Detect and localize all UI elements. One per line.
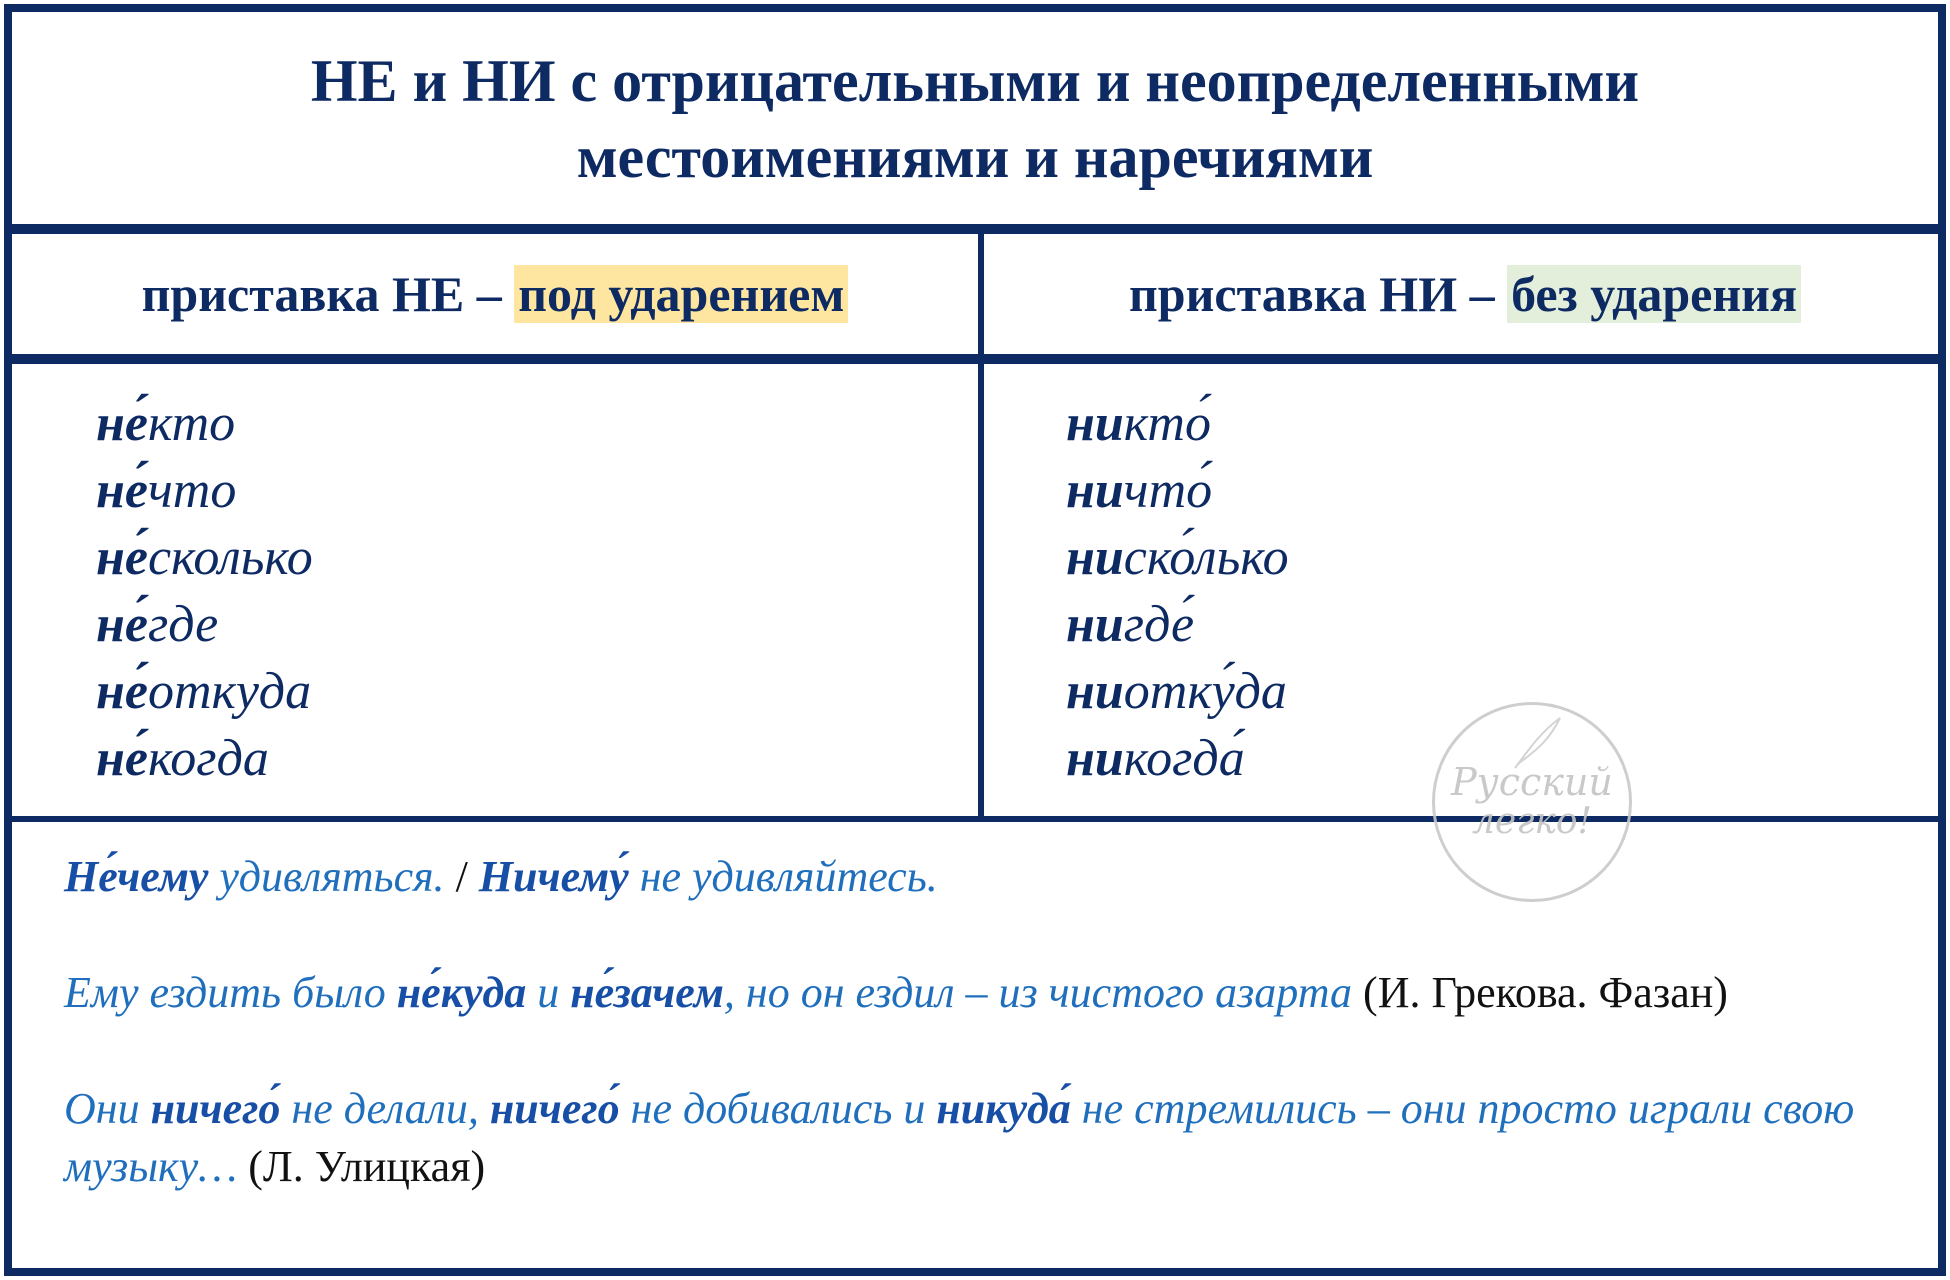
example-2 bbox=[64, 964, 1904, 1022]
example-1 bbox=[64, 848, 1904, 906]
word-rest: когда́ bbox=[1123, 730, 1245, 787]
word-prefix: ни bbox=[1066, 529, 1124, 586]
list-item bbox=[1066, 725, 1289, 792]
list-item bbox=[1066, 524, 1289, 591]
example-text: и bbox=[526, 968, 571, 1017]
example-text: не удивляйтесь. bbox=[628, 852, 938, 901]
table-frame bbox=[4, 4, 1946, 1276]
example-source: (И. Грекова. Фазан) bbox=[1352, 968, 1728, 1017]
word-list-ne bbox=[96, 390, 313, 792]
example-text: Ему ездить было bbox=[64, 968, 397, 1017]
example-bold: никуда́ bbox=[936, 1084, 1071, 1133]
word-rest: когда bbox=[147, 730, 269, 787]
word-rest: кто bbox=[147, 395, 236, 452]
header-ne bbox=[12, 234, 978, 354]
word-prefix: не́ bbox=[96, 663, 148, 720]
list-item bbox=[96, 658, 313, 725]
word-prefix: не́ bbox=[96, 395, 148, 452]
list-item bbox=[96, 725, 313, 792]
example-bold: Ничему́ bbox=[478, 852, 629, 901]
example-3 bbox=[64, 1080, 1904, 1196]
word-rest: откуда bbox=[147, 663, 312, 720]
word-prefix: ни bbox=[1066, 395, 1124, 452]
watermark-line-2: легко! bbox=[1471, 801, 1593, 842]
example-text: , но он ездил – из чистого азарта bbox=[723, 968, 1353, 1017]
examples-block bbox=[64, 848, 1904, 1196]
header-ne-prefix: приставка НЕ – bbox=[141, 266, 515, 322]
word-rest: что bbox=[147, 462, 237, 519]
quill-icon bbox=[1505, 713, 1565, 773]
word-prefix: ни bbox=[1066, 663, 1124, 720]
watermark-line-1: Русский bbox=[1451, 760, 1613, 804]
example-text: Они bbox=[64, 1084, 151, 1133]
word-prefix: ни bbox=[1066, 596, 1124, 653]
list-item bbox=[96, 390, 313, 457]
example-bold: ничего́ bbox=[489, 1084, 620, 1133]
header-ni-prefix: приставка НИ – bbox=[1128, 266, 1508, 322]
list-item bbox=[1066, 591, 1289, 658]
example-text: не стремились – они просто играли свою музыку… bbox=[64, 1084, 1855, 1191]
list-item bbox=[1066, 390, 1289, 457]
example-text: не делали, bbox=[280, 1084, 490, 1133]
word-prefix: ни bbox=[1066, 730, 1124, 787]
word-prefix: ни bbox=[1066, 462, 1124, 519]
list-item bbox=[1066, 658, 1289, 725]
example-text: удивляться. bbox=[208, 852, 445, 901]
list-item bbox=[96, 591, 313, 658]
divider-examples bbox=[12, 816, 1938, 822]
example-bold: не́куда bbox=[396, 968, 527, 1017]
page-title bbox=[12, 12, 1938, 226]
word-rest: что́ bbox=[1123, 462, 1213, 519]
header-ni-highlight: без ударения bbox=[1507, 265, 1801, 323]
title-line-1: НЕ и НИ с отрицательными и неопределенными bbox=[310, 48, 1640, 114]
word-prefix: не́ bbox=[96, 730, 148, 787]
list-item bbox=[1066, 457, 1289, 524]
example-bold: ничего́ bbox=[150, 1084, 281, 1133]
example-bold: Не́чему bbox=[64, 852, 209, 901]
list-item bbox=[96, 457, 313, 524]
header-ne-highlight: под ударением bbox=[514, 265, 848, 323]
list-item bbox=[96, 524, 313, 591]
example-bold: не́зачем bbox=[570, 968, 724, 1017]
divider-header bbox=[12, 354, 1938, 364]
header-ni bbox=[984, 234, 1946, 354]
word-rest: кто́ bbox=[1123, 395, 1211, 452]
word-prefix: не́ bbox=[96, 529, 148, 586]
word-rest: где bbox=[147, 596, 219, 653]
word-prefix: не́ bbox=[96, 462, 148, 519]
example-text: не добивались и bbox=[619, 1084, 937, 1133]
title-line-2: местоимениями и наречиями bbox=[576, 124, 1374, 190]
word-rest: ско́лько bbox=[1123, 529, 1289, 586]
divider-title bbox=[12, 224, 1938, 234]
example-source: (Л. Улицкая) bbox=[237, 1142, 486, 1191]
example-separator: / bbox=[444, 852, 479, 901]
word-list-ni bbox=[1066, 390, 1289, 792]
word-rest: сколько bbox=[147, 529, 313, 586]
word-rest: где́ bbox=[1123, 596, 1195, 653]
word-prefix: не́ bbox=[96, 596, 148, 653]
word-rest: отку́да bbox=[1123, 663, 1287, 720]
